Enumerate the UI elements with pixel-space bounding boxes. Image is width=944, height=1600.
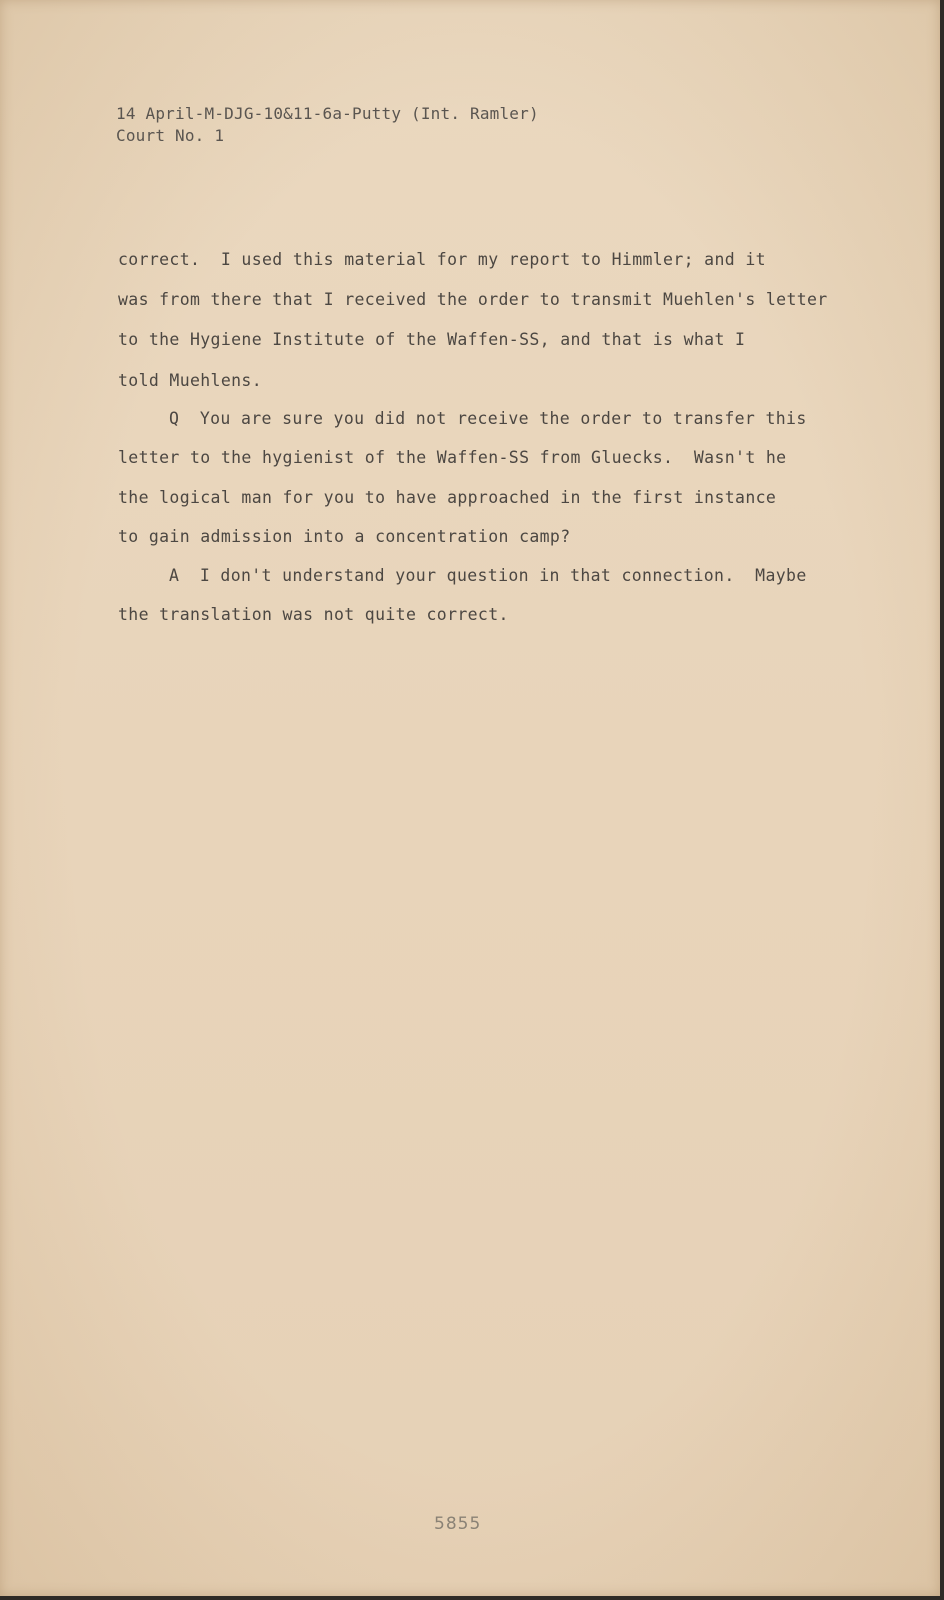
body-line: the logical man for you to have approached in the first instance bbox=[118, 488, 777, 507]
page-number: 5855 bbox=[434, 1514, 482, 1534]
body-line: correct. I used this material for my report to Himmler; and it bbox=[118, 250, 766, 269]
document-header bbox=[116, 103, 539, 147]
body-line: the translation was not quite correct. bbox=[118, 605, 509, 624]
scan-edge-bottom bbox=[0, 1596, 944, 1600]
header-court-number: Court No. 1 bbox=[116, 126, 225, 145]
answer-line: A I don't understand your question in that connection. Maybe bbox=[169, 566, 807, 585]
body-line: told Muehlens. bbox=[118, 371, 262, 390]
scan-edge-right bbox=[940, 0, 944, 1600]
body-line: to gain admission into a concentration camp? bbox=[118, 527, 571, 546]
body-line: letter to the hygienist of the Waffen-SS from Gluecks. Wasn't he bbox=[118, 448, 787, 467]
body-line: was from there that I received the order to transmit Muehlen's letter bbox=[118, 290, 828, 309]
question-line: Q You are sure you did not receive the order to transfer this bbox=[169, 409, 807, 428]
body-line: to the Hygiene Institute of the Waffen-SS, and that is what I bbox=[118, 330, 746, 349]
header-transcript-id: 14 April-M-DJG-10&11-6a-Putty (Int. Ramler) bbox=[116, 104, 539, 123]
